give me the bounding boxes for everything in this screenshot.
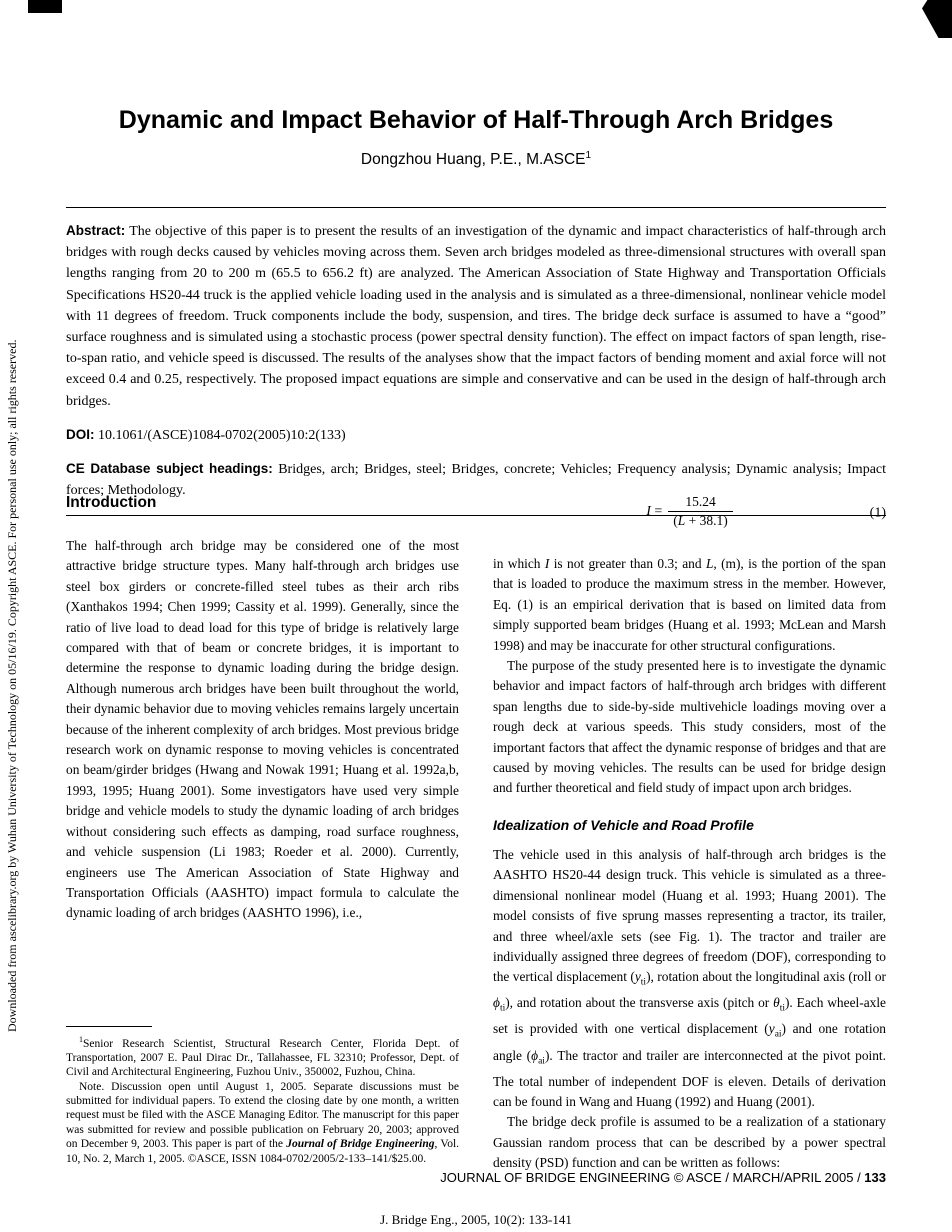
- intro-paragraph: The half-through arch bridge may be considered one of the most attractive bridge structure types. Many half-through arch bridges use steel box girders or concrete-filled steel tubes as their arch ribs (Xanthakos 1994; Chen 1999; Cassity et al. 1999). Generally, since the ratio of live load to dead load for this type of bridge is relatively large compared with that of beam or concrete bridges, it is important to determine the response to dynamic loading during the bridge design. Although numerous arch bridges have been built throughout the world, their dynamic behavior due to moving vehicles remains largely uncertain because of the inherent complexity of arch bridges. Most previous bridge research work on dynamic response to moving vehicles is concentrated on beam/girder bridges (Hwang and Nowak 1991; Huang et al. 1992a,b, 1993, 1995; Huang 2001). Some investigators have used very simple bridge and vehicle models to study the dynamic loading of arch bridges without considering such effects as damping, road surface roughness, and vehicle suspension (Li 1983; Roeder et al. 2000). Currently, engineers use The American Association of State Highway and Transportation Officials (AASHTO) impact formula to calculate the dynamic loading of arch bridges (AASHTO 1996), i.e.,: [66, 538, 459, 921]
- abstract-text: The objective of this paper is to present the results of an investigation of the dynamic and impact characteristics of half-through arch bridges with rough decks caused by vehicles moving across them. Seven arch bridges modeled as three-dimensional structures with overall span lengths ranging from 20 to 200 m (65.5 to 656.2 ft) are analyzed. The American Association of State Highway and Transportation Officials Specifications HS20-44 truck is the applied vehicle loading used in the analysis and is simulated as a three-dimensional, nonlinear vehicle model with 11 degrees of freedom. Truck components include the body, suspension, and tires. The bridge deck surface is assumed to have a “good” surface roughness and is simulated using a stochastic process (power spectral density function). The effect on impact factors of span length, rise-to-span ratio, and vehicle speed is discussed. The results of the analyses show that the impact factors of bending moment and axial force will not exceed 0.4 and 0.25, respectively. The proposed impact equations are simple and conservative and can be used in the design of half-through arch bridges.: [66, 224, 886, 409]
- ce-database-label: CE Database subject headings:: [66, 461, 273, 477]
- citation-line: J. Bridge Eng., 2005, 10(2): 133-141: [380, 1212, 572, 1227]
- equation-1: [493, 492, 886, 538]
- two-column-body: [66, 488, 887, 1171]
- equation-number: (1): [869, 505, 886, 521]
- subsection-heading-idealization: Idealization of Vehicle and Road Profile: [493, 816, 754, 833]
- right-column: [493, 488, 887, 1171]
- discussion-note-footnote: Note. Discussion open until August 1, 2005. Separate discussions must be submitted for individual papers. To extend the closing date by one month, a written request must be filed with the ASCE Managing Editor. The manuscript for this paper was submitted for review and possible publication on February 20, 2003; approved on December 9, 2003. This paper is part of the Journal of Bridge Engineering, Vol. 10, No. 2, March 1, 2005. ©ASCE, ISSN 1084-0702/2005/2-133–141/$25.00.: [66, 1080, 460, 1165]
- section-heading-introduction: Introduction: [66, 494, 157, 511]
- equation-discussion-paragraph: in which I is not greater than 0.3; and L, (m), is the portion of the span that is loaded to produce the maximum stress in the member. However, Eq. (1) is an empirical derivation that is based on limited data from simply supported beam bridges (Huang et al. 1993; McLean and Marsh 1998) and may be inaccurate for other structural configurations.: [493, 556, 886, 653]
- study-purpose-paragraph: The purpose of the study presented here is to investigate the dynamic behavior and impact factors of half-through arch bridges with different span lengths due to side-by-side multivehicle loadings moving over a rough deck at various speeds. This study considers, most of the important factors that affect the dynamic response of bridges and that are caused by moving vehicles. The results can be used for bridge design and further theoretical and field study of impact upon arch bridges.: [493, 658, 886, 796]
- equation-numerator: 15.24: [685, 494, 716, 509]
- author-affiliation-footnote: $^1$Senior Research Scientist, Structural Research Center, Florida Dept. of Transportation, 2007 E. Paul Dirac Dr., Tallahassee, FL 32310; Professor, Dept. of Civil and Architectural Engineering, Fuzhou Univ., 350002, Fuzhou, China.: [66, 1034, 459, 1079]
- footnote-block: [66, 1026, 459, 1166]
- equation-denominator: (L + 38.1): [668, 511, 733, 529]
- equation-lhs: I =: [646, 503, 663, 519]
- paper-title: Dynamic and Impact Behavior of Half-Through Arch Bridges: [118, 106, 834, 134]
- front-matter: [66, 207, 886, 516]
- equation-fraction: [668, 494, 733, 529]
- left-column: [66, 488, 459, 1166]
- doi-value: 10.1061/(ASCE)1084-0702(2005)10:2(133): [98, 427, 346, 443]
- abstract-label: Abstract:: [66, 223, 126, 238]
- abstract: [66, 220, 886, 412]
- vehicle-model-paragraph: The vehicle used in this analysis of half-through arch bridges is the AASHTO HS20-44 design truck. This vehicle is simulated as a three-dimensional nonlinear model (Huang et al. 1993; Huang 2001). The model consists of five sprung masses representing a tractor, its trailer, and three wheel/axle sets (see Fig. 1). The tractor and trailer are individually assigned three degrees of freedom (DOF), corresponding to the vertical displacement $(y_{ti})$, rotation about the longitudinal axis (roll or $\phi_{ti}$), and rotation about the transverse axis (pitch or $\theta_{ti}$). Each wheel-axle set is provided with one vertical displacement $(y_{ai})$ and one rotation angle $(\phi_{ai})$. The tractor and trailer are interconnected at the pivot point. The total number of independent DOF is eleven. Details of derivation can be found in Wang and Huang (1992) and Huang (2001).: [493, 846, 887, 1110]
- ce-database-terms: Bridges, arch; Bridges, steel; Bridges, concrete; Vehicles; Frequency analysis; Dynamic analysis; Impact forces; Methodology.: [66, 462, 887, 499]
- download-watermark: Downloaded from ascelibrary.org by Wuhan University of Technology on 05/16/19. Copyright ASCE. For personal use only; all rights reserved.: [5, 339, 19, 1032]
- scan-artifact-top-right: [922, 0, 952, 38]
- deck-profile-paragraph: The bridge deck profile is assumed to be a realization of a stationary Gaussian random process that can be described by a power spectral density (PSD) function and can be written as follows:: [493, 1114, 886, 1171]
- author-line: Dongzhou Huang, P.E., M.ASCE$^1$: [360, 150, 592, 169]
- doi-label: DOI:: [66, 426, 95, 442]
- equation-body: [646, 494, 733, 529]
- footnote-separator: [66, 1026, 152, 1027]
- scan-artifact-top-left: [28, 0, 62, 13]
- running-footer: JOURNAL OF BRIDGE ENGINEERING © ASCE / MARCH/APRIL 2005 / 133: [440, 1170, 886, 1185]
- doi-line: [66, 424, 886, 446]
